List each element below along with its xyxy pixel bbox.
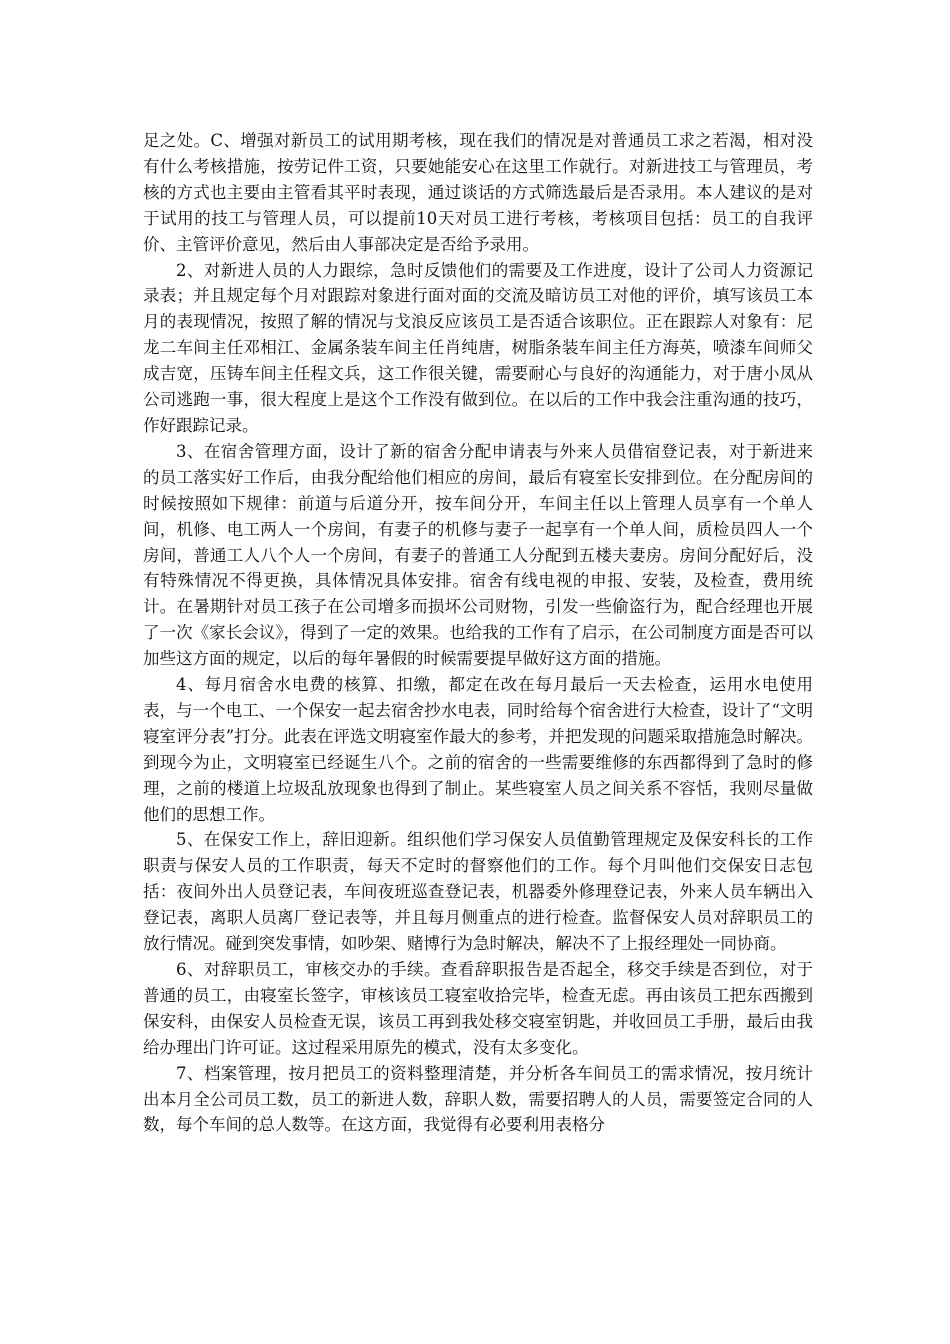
paragraph-item-7: 7、档案管理，按月把员工的资料整理清楚，并分析各车间员工的需求情况，按月统计出本月全公司员工数，员工的新进人数，辞职人数，需要招聘人的人员，需要签定合同的人数，每个车间的总人数等。在这方面，我觉得有必要利用表格分 [143,1063,813,1135]
document-body [143,128,813,1138]
paragraph-item-6: 6、对辞职员工，审核交办的手续。查看辞职报告是否起全，移交手续是否到位，对于普通的员工，由寝室长签字，审核该员工寝室收拾完毕，检查无虑。再由该员工把东西搬到保安科，由保安人员检查无误，该员工再到我处移交寝室钥匙，并收回员工手册，最后由我给办理出门许可证。这过程采用原先的模式，没有太多变化。 [143,960,813,1057]
paragraph-item-2: 2、对新进人员的人力跟综，急时反馈他们的需要及工作进度，设计了公司人力资源记录表；并且规定每个月对跟踪对象进行面对面的交流及暗访员工对他的评价，填写该员工本月的表现情况，按照了解的情况与戈浪反应该员工是否适合该职位。正在跟踪人对象有：尼龙二车间主任邓相江、金属条装车间主任肖纯唐，树脂条装车间主任方海英，喷漆车间师父成吉宽，压铸车间主任程文兵，这工作很关键，需要耐心与良好的沟通能力，对于唐小凤从公司逃跑一事，很大程度上是这个工作没有做到位。在以后的工作中我会注重沟通的技巧，作好跟踪记录。 [143,260,813,435]
paragraph-item-4: 4、每月宿舍水电费的核算、扣缴，都定在改在每月最后一天去检查，运用水电使用表，与一个电工、一个保安一起去宿舍抄水电表，同时给每个宿舍进行大检查，设计了“文明寝室评分表”打分。此表在评选文明寝室作最大的参考，并把发现的问题采取措施急时解决。到现今为止，文明寝室已经诞生八个。之前的宿舍的一些需要维修的东西都得到了急时的修理，之前的楼道上垃圾乱放现象也得到了制止。某些寝室人员之间关系不容恬，我则尽量做他们的思想工作。 [143,675,813,824]
paragraph-item-3: 3、在宿舍管理方面，设计了新的宿舍分配申请表与外来人员借宿登记表，对于新进来的员工落实好工作后，由我分配给他们相应的房间，最后有寝室长安排到位。在分配房间的时候按照如下规律：前道与后道分开，按车间分开，车间主任以上管理人员享有一个单人间，机修、电工两人一个房间，有妻子的机修与妻子一起享有一个单人间，质检员四人一个房间，普通工人八个人一个房间，有妻子的普通工人分配到五楼夫妻房。房间分配好后，没有特殊情况不得更换，具体情况具体安排。宿舍有线电视的申报、安装，及检查，费用统计。在暑期针对员工孩子在公司增多而损坏公司财物，引发一些偷盗行为，配合经理也开展了一次《家长会议》，得到了一定的效果。也给我的工作有了启示，在公司制度方面是否可以加些这方面的规定，以后的每年暑假的时候需要提早做好这方面的措施。 [143,441,813,669]
paragraph-item-5: 5、在保安工作上，辞旧迎新。组织他们学习保安人员值勤管理规定及保安科长的工作职责与保安人员的工作职责，每天不定时的督察他们的工作。每个月叫他们交保安日志包括：夜间外出人员登记表，车间夜班巡查登记表，机器委外修理登记表，外来人员车辆出入登记表，离职人员离厂登记表等，并且每月侧重点的进行检查。监督保安人员对辞职员工的放行情况。碰到突发事情，如吵架、赌博行为急时解决，解决不了上报经理处一同协商。 [143,830,813,954]
paragraph-continuation: 足之处。C、增强对新员工的试用期考核，现在我们的情况是对普通员工求之若渴，相对没有什么考核措施，按劳记件工资，只要她能安心在这里工作就行。对新进技工与管理员，考核的方式也主要由主管看其平时表现，通过谈话的方式筛选最后是否录用。本人建议的是对于试用的技工与管理人员，可以提前10天对员工进行考核，考核项目包括：员工的自我评价、主管评价意见，然后由人事部决定是否给予录用。 [143,131,813,254]
